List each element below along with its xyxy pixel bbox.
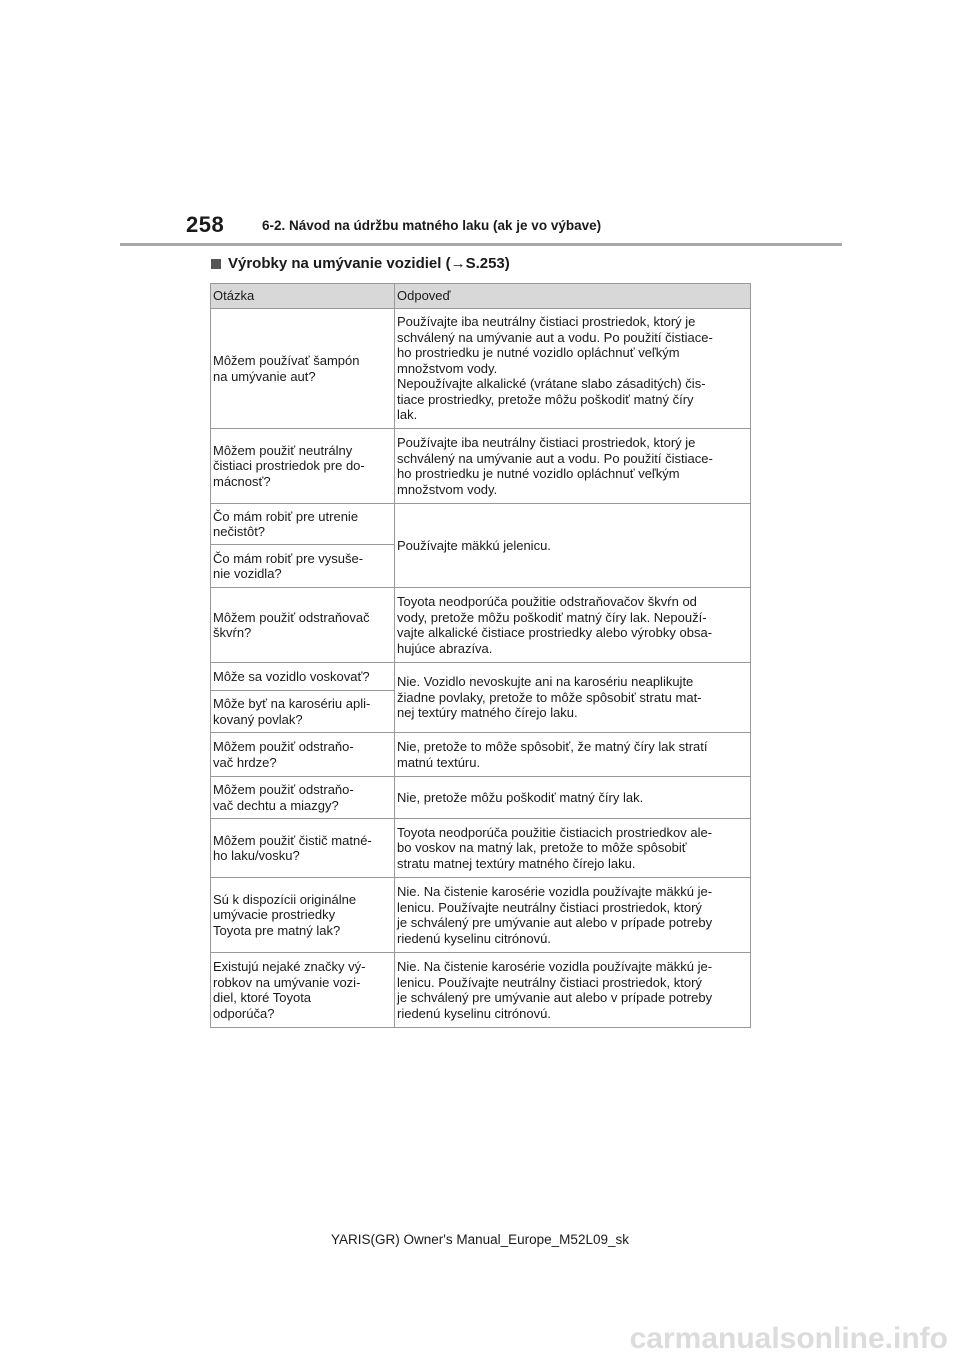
table-row	[211, 953, 751, 1028]
answer-cell: Toyota neodporúča použitie odstraňovačov škvŕn od vody, pretože môžu poškodiť matný číry lak. Nepouží- vajte alkalické čistiace prostriedky alebo výrobky obsa- hujúce abrazíva.	[395, 588, 751, 663]
question-cell: Môžem používať šampón na umývanie aut?	[211, 309, 395, 429]
table-row	[211, 878, 751, 953]
question-cell: Čo mám robiť pre utrenie nečistôt?	[211, 504, 395, 545]
answer-cell: Nie. Na čistenie karosérie vozidla používajte mäkkú je- lenicu. Používajte neutrálny čistiaci prostriedok, ktorý je schválený pre umývanie aut alebo v prípade potreby riedenú kyselinu citrónovú.	[395, 953, 751, 1028]
question-cell: Čo mám robiť pre vysuše- nie vozidla?	[211, 545, 395, 588]
table-row	[211, 429, 751, 504]
page-footer: YARIS(GR) Owner's Manual_Europe_M52L09_sk	[331, 1232, 629, 1247]
table-row	[211, 504, 751, 545]
header-divider	[120, 243, 842, 246]
column-header-answer: Odpoveď	[395, 284, 751, 309]
question-cell: Môže byť na karosériu apli- kovaný povlak?	[211, 691, 395, 733]
table-row	[211, 588, 751, 663]
question-cell: Môžem použiť neutrálny čistiaci prostriedok pre do- mácnosť?	[211, 429, 395, 504]
answer-cell: Nie. Vozidlo nevoskujte ani na karosériu neaplikujte žiadne povlaky, pretože to môže spôsobiť stratu mat- nej textúry matného čírejo laku.	[395, 663, 751, 733]
table-row	[211, 309, 751, 429]
answer-cell: Používajte iba neutrálny čistiaci prostriedok, ktorý je schválený na umývanie aut a vodu. Po použití čistiace- ho prostriedku je nutné vozidlo opláchnuť veľkým množstvom vody.	[395, 429, 751, 504]
qa-table	[210, 283, 751, 1028]
answer-cell: Nie. Na čistenie karosérie vozidla používajte mäkkú je- lenicu. Používajte neutrálny čistiaci prostriedok, ktorý je schválený pre umývanie aut alebo v prípade potreby riedenú kyselinu citrónovú.	[395, 878, 751, 953]
table-row	[211, 733, 751, 777]
chapter-header: 6-2. Návod na údržbu matného laku (ak je vo výbave)	[262, 218, 602, 233]
question-cell: Môžem použiť odstraňo- vač hrdze?	[211, 733, 395, 777]
question-cell: Môže sa vozidlo voskovať?	[211, 663, 395, 691]
table-row	[211, 777, 751, 819]
question-cell: Sú k dispozícii originálne umývacie prostriedky Toyota pre matný lak?	[211, 878, 395, 953]
answer-cell: Používajte mäkkú jelenicu.	[395, 504, 751, 588]
question-cell: Môžem použiť čistič matné- ho laku/vosku?	[211, 819, 395, 878]
section-heading-text: Výrobky na umývanie vozidiel (→S.253)	[228, 255, 510, 272]
answer-cell: Používajte iba neutrálny čistiaci prostriedok, ktorý je schválený na umývanie aut a vodu. Po použití čistiace- ho prostriedku je nutné vozidlo opláchnuť veľkým množstvom vody. Nepoužívajte alkalické (vrátane slabo zásaditých) čis- tiace prostriedky, pretože môžu poškodiť matný číry lak.	[395, 309, 751, 429]
column-header-question: Otázka	[211, 284, 395, 309]
answer-cell: Nie, pretože to môže spôsobiť, že matný číry lak stratí matnú textúru.	[395, 733, 751, 777]
question-cell: Existujú nejaké značky vý- robkov na umývanie vozi- diel, ktoré Toyota odporúča?	[211, 953, 395, 1028]
page-number: 258	[186, 212, 225, 237]
table-row	[211, 663, 751, 691]
table-row	[211, 819, 751, 878]
table-header-row	[211, 284, 751, 309]
question-cell: Môžem použiť odstraňovač škvŕn?	[211, 588, 395, 663]
answer-cell: Toyota neodporúča použitie čistiacich prostriedkov ale- bo voskov na matný lak, pretože to môže spôsobiť stratu matnej textúry matného čírejo laku.	[395, 819, 751, 878]
answer-cell: Nie, pretože môžu poškodiť matný číry lak.	[395, 777, 751, 819]
question-cell: Môžem použiť odstraňo- vač dechtu a miazgy?	[211, 777, 395, 819]
square-bullet-icon	[211, 259, 221, 269]
section-heading	[211, 255, 510, 272]
watermark: carmanualsonline.info	[629, 1322, 948, 1355]
